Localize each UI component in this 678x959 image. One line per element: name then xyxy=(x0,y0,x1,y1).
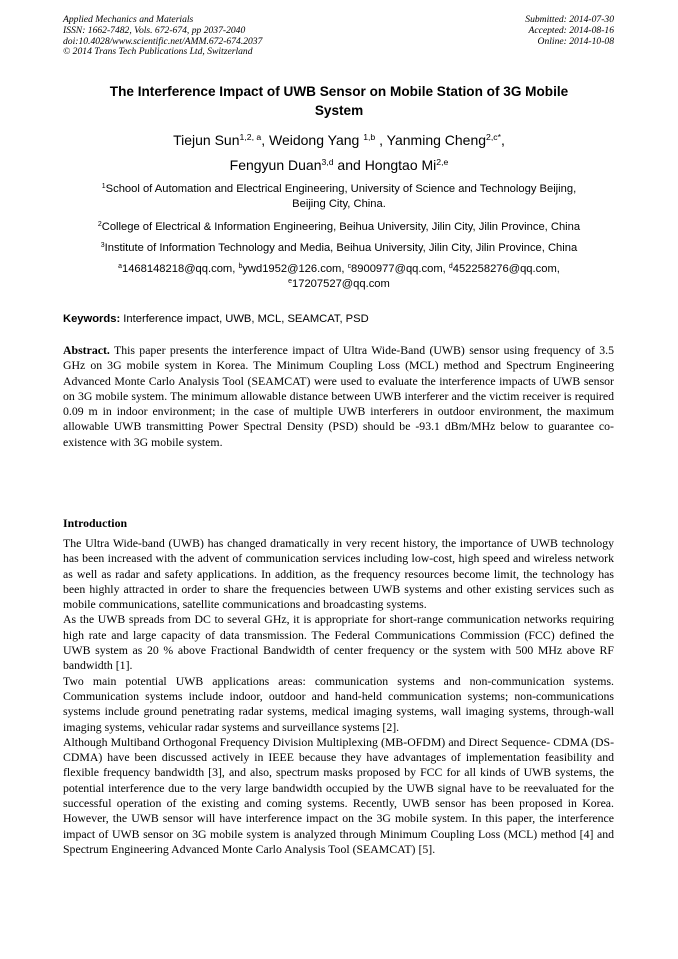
affiliation-sup: 2 xyxy=(97,221,102,229)
abstract-text: This paper presents the interference impact of Ultra Wide-Band (UWB) sensor using frequency of 3.5 GHz on 3G mobile system in Korea. The Minimum Coupling Loss (MCL) method and Spectrum Engineering Advanced Monte Carlo Analysis Tool (SEAMCAT) were used to evaluate the interference impacts of UWB sensor on 3G mobile system. The minimum allowable distance between UWB interferer and the victim receiver is required 0.09 m in indoor environment; in the case of multiple UWB interferers in outdoor environment, the maximum allowable UWB transmitting Power Spectral Density (PSD) should be -93.1 dBm/MHz below to guarantee co-existence with 3G mobile system. xyxy=(63,343,614,449)
email-sup: c xyxy=(347,263,352,271)
affiliation-text: Institute of Information Technology and Media, Beihua University, Jilin City, Jilin Province, China xyxy=(104,242,578,254)
author-sup: 1,b xyxy=(363,132,376,143)
keywords-label: Keywords: xyxy=(63,313,121,325)
author-sup: 2,c* xyxy=(486,132,501,143)
publication-dates xyxy=(525,15,614,47)
affiliation-sup: 1 xyxy=(101,183,106,191)
affiliation-1-line-2: Beijing City, China. xyxy=(292,198,386,210)
email-e: 17207527@qq.com xyxy=(292,278,390,290)
author-line-1 xyxy=(40,128,638,153)
journal-header xyxy=(63,15,262,58)
author-line-2 xyxy=(40,153,638,178)
email-sup: e xyxy=(288,278,293,286)
email-line-2 xyxy=(40,277,638,292)
author-sup: 2,e xyxy=(436,157,449,168)
author-sep: and xyxy=(333,157,365,173)
email-d: 452258276@qq.com, xyxy=(452,263,560,275)
author-sep: , xyxy=(375,132,387,148)
intro-paragraph-1: The Ultra Wide-band (UWB) has changed dramatically in very recent history, the importance of UWB technology has been increased with the advent of communication services including low-cost, high speed and wireless network as well as radar and safety applications. In addition, as the frequency resources become limit, the technology has been highly attracted in order to share the frequencies between UWB systems and other existing services such as mobile communications, satellite communications and broadcasting systems. xyxy=(63,536,614,612)
affiliation-1 xyxy=(40,182,638,212)
affiliation-2 xyxy=(40,220,638,235)
author-name: Fengyun Duan xyxy=(229,157,322,173)
affiliation-text: School of Automation and Electrical Engineering, University of Science and Technology Beijing, xyxy=(105,183,577,195)
email-a: 1468148218@qq.com, xyxy=(121,263,239,275)
paper-title xyxy=(50,82,628,120)
email-c: 8900977@qq.com, xyxy=(351,263,449,275)
journal-copyright: © 2014 Trans Tech Publications Ltd, Switzerland xyxy=(63,46,253,58)
affiliation-1-line-1 xyxy=(40,182,638,197)
keywords-text: Interference impact, UWB, MCL, SEAMCAT, PSD xyxy=(120,313,369,325)
author-sep: , xyxy=(261,132,269,148)
email-sup: a xyxy=(118,263,122,271)
keywords xyxy=(63,312,614,327)
submitted-date: Submitted: 2014-07-30 xyxy=(525,14,614,25)
title-line-1: The Interference Impact of UWB Sensor on Mobile Station of 3G Mobile xyxy=(109,84,569,99)
affiliation-sup: 3 xyxy=(100,242,105,250)
affiliation-text: College of Electrical & Information Engineering, Beihua University, Jilin City, Jilin Province, China xyxy=(101,221,581,233)
email-line-1 xyxy=(40,262,638,277)
email-list xyxy=(40,262,638,292)
email-sup: b xyxy=(238,263,243,271)
email-sup: d xyxy=(448,263,453,271)
journal-issn: ISSN: 1662-7482, Vols. 672-674, pp 2037-2040 xyxy=(63,24,246,36)
accepted-date: Accepted: 2014-08-16 xyxy=(528,24,614,36)
email-b: ywd1952@126.com, xyxy=(242,263,348,275)
author-list xyxy=(40,128,638,178)
author-name: Weidong Yang xyxy=(269,132,364,148)
section-heading: Introduction xyxy=(63,516,128,530)
abstract-label: Abstract. xyxy=(63,343,110,357)
introduction-section xyxy=(63,516,614,857)
online-date: Online: 2014-10-08 xyxy=(537,35,614,47)
author-sup: 3,d xyxy=(321,157,334,168)
journal-doi: doi:10.4028/www.scientific.net/AMM.672-674.2037 xyxy=(63,35,263,47)
author-sep: , xyxy=(501,132,505,148)
intro-paragraph-4: Although Multiband Orthogonal Frequency Division Multiplexing (MB-OFDM) and Direct Sequence- CDMA (DS-CDMA) have been discussed actively in IEEE because they have advantages of implementation feasibility and flexible frequency bandwidth [3], and also, spectrum masks proposed by FCC for all kinds of UWB systems, the potential interference due to the very large bandwidth occupied by the UWB signal have to be reevaluated for the successful operation of the existing and coming systems. Recently, UWB sensor has been proposed in Korea. However, the UWB sensor will have interference impact on the 3G mobile system. In this paper, the interference impact of UWB sensor on 3G mobile system is analyzed through Minimum Coupling Loss (MCL) method [4] and Spectrum Engineering Advanced Monte Carlo Analysis Tool (SEAMCAT) [5]. xyxy=(63,734,614,856)
affiliation-3 xyxy=(40,241,638,256)
abstract xyxy=(63,343,614,450)
author-name: Tiejun Sun xyxy=(173,132,240,148)
intro-paragraph-3: Two main potential UWB applications areas: communication systems and non-communication systems. Communication systems include indoor, outdoor and hand-held communication systems; non-communications systems include ground penetrating radar systems, medical imaging systems, wall imaging systems, through-wall imaging systems, vehicular radar systems and surveillance systems [2]. xyxy=(63,673,614,734)
abstract-paragraph xyxy=(63,343,614,450)
author-name: Hongtao Mi xyxy=(364,157,437,173)
intro-paragraph-2: As the UWB spreads from DC to several GHz, it is appropriate for short-range communication networks requiring high rate and large capacity of data transmission. The Federal Communications Commission (FCC) defined the UWB system as 20 % above Fractional Bandwidth of center frequency or the system with 500 MHz above RF bandwidth [1]. xyxy=(63,612,614,673)
author-sup: 1,2, a xyxy=(239,132,262,143)
journal-name: Applied Mechanics and Materials xyxy=(63,14,194,25)
title-line-2: System xyxy=(314,103,364,118)
author-name: Yanming Cheng xyxy=(386,132,487,148)
